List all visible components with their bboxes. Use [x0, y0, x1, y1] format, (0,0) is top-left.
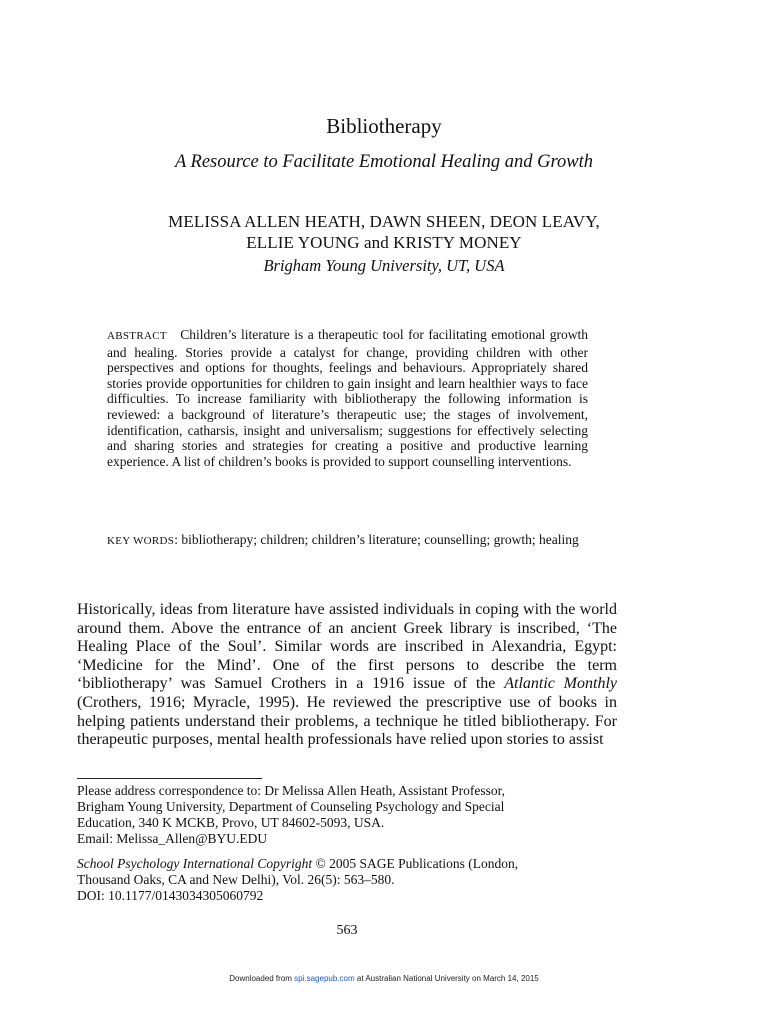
footnote-rule	[77, 778, 262, 779]
author-list	[0, 211, 768, 253]
abstract-text: Children’s literature is a therapeutic tool for facilitating emotional growth and healing. Stories provide a catalyst for change, providing children with other perspectives and options for thoughts, feelings and behaviours. Appropriately shared stories provide opportunities for children to gain insight and learn healthier ways to face difficulties. To increase familiarity with bibliotherapy the following information is reviewed: a background of literature’s therapeutic use; the stages of involvement, identification, catharsis, insight and universalism; suggestions for effectively selecting and sharing stories and strategies for creating a positive and productive learning experience. A list of children’s books is provided to support counselling interventions.	[107, 327, 588, 469]
copyright-publisher: © 2005 SAGE Publications (London,	[312, 856, 519, 871]
footnote-email: Email: Melissa_Allen@BYU.EDU	[77, 831, 268, 846]
doi: DOI: 10.1177/0143034305060792	[77, 888, 264, 903]
page-number: 563	[336, 923, 358, 938]
keywords-text: : bibliotherapy; children; children’s literature; counselling; growth; healing	[174, 532, 579, 547]
authors-line-2: ELLIE YOUNG and KRISTY MONEY	[246, 233, 522, 252]
download-suffix: at Australian National University on March 14, 2015	[354, 974, 539, 983]
download-link[interactable]: spi.sagepub.com	[294, 974, 355, 983]
copyright-line-2: Thousand Oaks, CA and New Delhi), Vol. 26(5): 563–580.	[77, 872, 395, 887]
abstract	[107, 327, 588, 469]
correspondence-footnote	[77, 783, 617, 847]
article-title: Bibliotherapy	[326, 114, 442, 138]
keywords	[107, 532, 588, 550]
body-text-part-1: Historically, ideas from literature have assisted individuals in coping with the world around them. Above the entrance of an ancient Greek library is inscribed, ‘The Healing Place of the Soul’. Similar words are inscribed in Alexandria, Egypt: ‘Medicine for the Mind’. One of the first persons to describe the term ‘bibliotherapy’ was Samuel Crothers in a 1916 issue of the	[77, 601, 617, 693]
copyright-notice	[77, 856, 617, 904]
download-prefix: Downloaded from	[229, 974, 295, 983]
keywords-label: KEY WORDS	[107, 535, 175, 547]
authors-line-1: MELISSA ALLEN HEATH, DAWN SHEEN, DEON LEAVY,	[168, 212, 600, 231]
affiliation: Brigham Young University, UT, USA	[263, 256, 505, 275]
abstract-label: ABSTRACT	[107, 330, 167, 342]
download-notice	[0, 974, 768, 983]
journal-title-italic: Atlantic Monthly	[504, 675, 617, 693]
footnote-line-2: Brigham Young University, Department of Counseling Psychology and Special	[77, 799, 505, 814]
body-paragraph	[77, 601, 617, 750]
footnote-line-1: Please address correspondence to: Dr Melissa Allen Heath, Assistant Professor,	[77, 783, 505, 798]
footnote-line-3: Education, 340 K MCKB, Provo, UT 84602-5093, USA.	[77, 815, 385, 830]
article-subtitle: A Resource to Facilitate Emotional Healing and Growth	[174, 152, 594, 172]
copyright-line-1	[77, 856, 617, 872]
body-text-part-2: (Crothers, 1916; Myracle, 1995). He reviewed the prescriptive use of books in helping patients understand their problems, a technique he titled bibliotherapy. For therapeutic purposes, mental health professionals have relied upon stories to assist	[77, 693, 617, 749]
journal-name: School Psychology International Copyright	[77, 856, 313, 871]
